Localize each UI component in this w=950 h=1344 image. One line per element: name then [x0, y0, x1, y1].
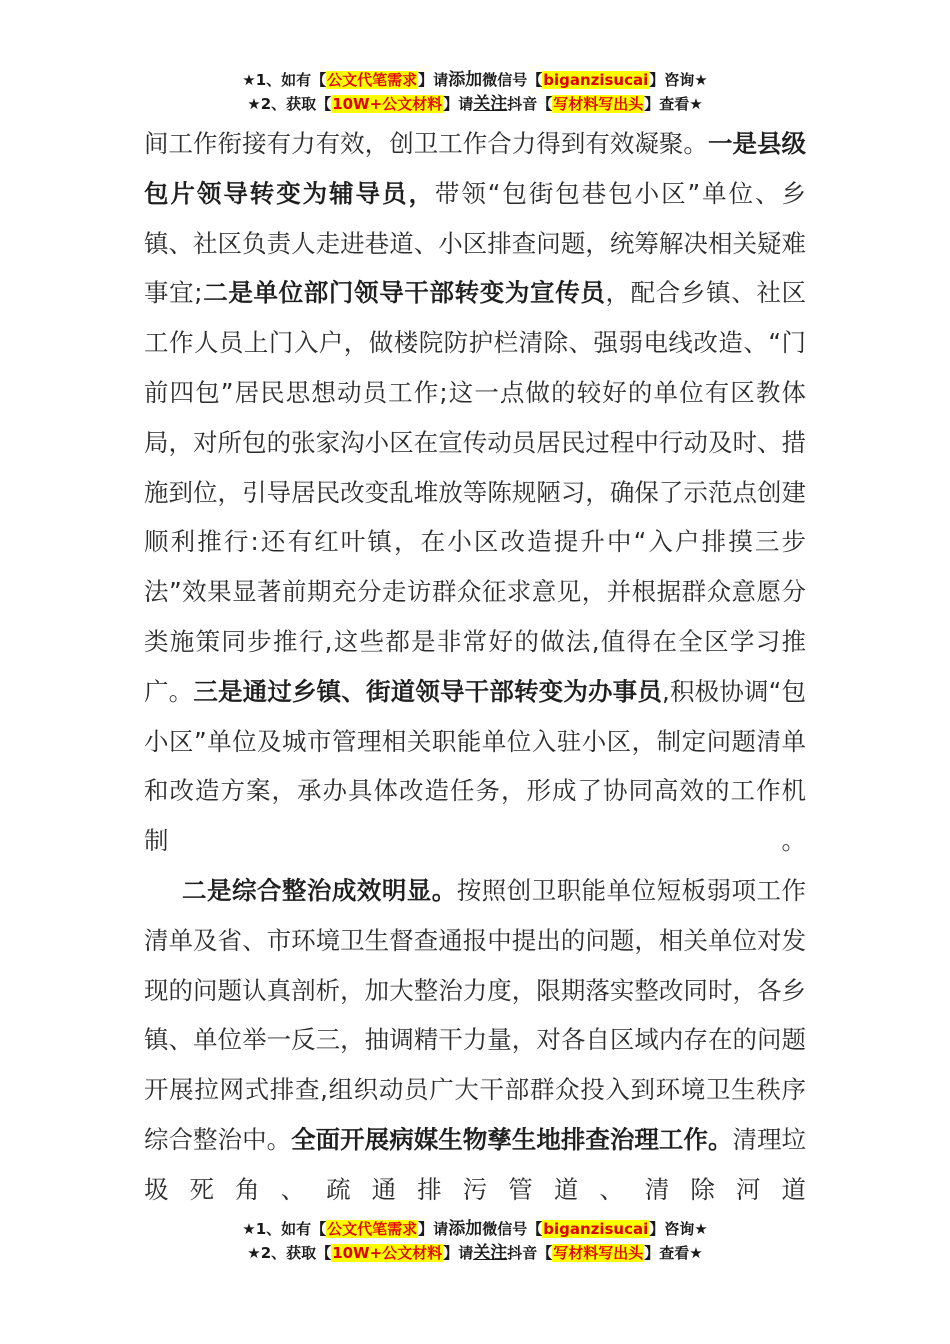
banner-highlight: biganzisucai: [543, 1220, 649, 1238]
banner-text: 】请: [418, 1220, 449, 1238]
banner-text: 关注: [473, 1243, 508, 1263]
banner-text: 】咨询★: [649, 71, 708, 89]
bottom-banner: [0, 1217, 950, 1265]
banner-line-1: [0, 68, 950, 92]
banner-highlight: 公文代笔需求: [327, 71, 418, 89]
banner-text: 添加: [448, 70, 483, 90]
banner-text: 】查看★: [644, 95, 703, 113]
banner-text: ★1、如有【: [242, 1220, 327, 1238]
banner-text: 】请: [443, 95, 474, 113]
banner-line-2: [0, 92, 950, 116]
banner-text: ★2、获取【: [247, 1244, 332, 1262]
banner-text: 】请: [418, 71, 449, 89]
banner-highlight: 10W+公文材料: [332, 1244, 443, 1262]
banner-text: ★1、如有【: [242, 71, 327, 89]
banner-highlight: 写材料写出头: [553, 95, 644, 113]
text-run: ，配合乡镇、社区工作人员上门入户，做楼院防护栏清除、强弱电线改造、“门前四包”居民思想动员工作;这一点做的较好的单位有区教体局，对所包的张家沟小区在宣传动员居民过程中行动及时、措施到位，引导居民改变乱堆放等陈规陋习，确保了示范点创建顺利推行:还有红叶镇，在小区改造提升中“入户排摸三步法”效果显著前期充分走访群众征求意见，并根据群众意愿分类施策同步推行,这些都是非常好的做法,值得在全区学习推广。: [144, 278, 807, 706]
banner-highlight: biganzisucai: [543, 71, 649, 89]
banner-text: 添加: [448, 1219, 483, 1239]
banner-line-2: [0, 1241, 950, 1265]
banner-highlight: 公文代笔需求: [327, 1220, 418, 1238]
text-run: 带领“包街包巷包小区”单位、乡镇、社区负责人走进巷道、小区排查问题，统筹解决相关疑难事宜;: [144, 178, 806, 308]
paragraph-1: [144, 119, 806, 866]
top-banner: [0, 68, 950, 116]
bold-run: 三是通过乡镇、街道领导干部转变为办事员: [193, 676, 663, 706]
banner-text: 抖音【: [507, 1244, 553, 1262]
banner-text: 抖音【: [507, 95, 553, 113]
banner-text: 微信号【: [482, 1220, 543, 1238]
text-run: 按照创卫职能单位短板弱项工作清单及省、市环境卫生督查通报中提出的问题，相关单位对发现的问题认真剖析，加大整治力度，限期落实整改同时，各乡镇、单位举一反三，抽调精干力量，对各自区域内存在的问题开展拉网式排查,组织动员广大干部群众投入到环境卫生秩序综合整治中。: [144, 875, 807, 1154]
bold-run: 二是单位部门领导干部转变为宣传员: [202, 278, 606, 308]
bold-run: 一是县级包片领导转变为辅导员，: [144, 129, 807, 208]
text-run: 间工作衔接有力有效，创卫工作合力得到有效凝聚。: [144, 129, 708, 158]
banner-text: 微信号【: [482, 71, 543, 89]
text-run: 清理垃圾死角、疏通排污管道、清除河道: [144, 1124, 807, 1204]
banner-text: 】请: [443, 1244, 474, 1262]
banner-text: 】咨询★: [649, 1220, 708, 1238]
banner-highlight: 写材料写出头: [553, 1244, 644, 1262]
bold-run: 二是综合整治成效明显。: [182, 875, 457, 905]
paragraph-2: [144, 866, 806, 1215]
banner-text: ★2、获取【: [247, 95, 332, 113]
banner-text: 】查看★: [644, 1244, 703, 1262]
banner-text: 关注: [473, 94, 508, 114]
bold-run: 全面开展病媒生物孳生地排查治理工作。: [291, 1124, 733, 1154]
document-body: [144, 119, 806, 1215]
banner-highlight: 10W+公文材料: [332, 95, 443, 113]
text-run: ,积极协调“包小区”单位及城市管理相关职能单位入驻小区，制定问题清单和改造方案，承办具体改造任务，形成了协同高效的工作机制。: [144, 676, 807, 856]
banner-line-1: [0, 1217, 950, 1241]
